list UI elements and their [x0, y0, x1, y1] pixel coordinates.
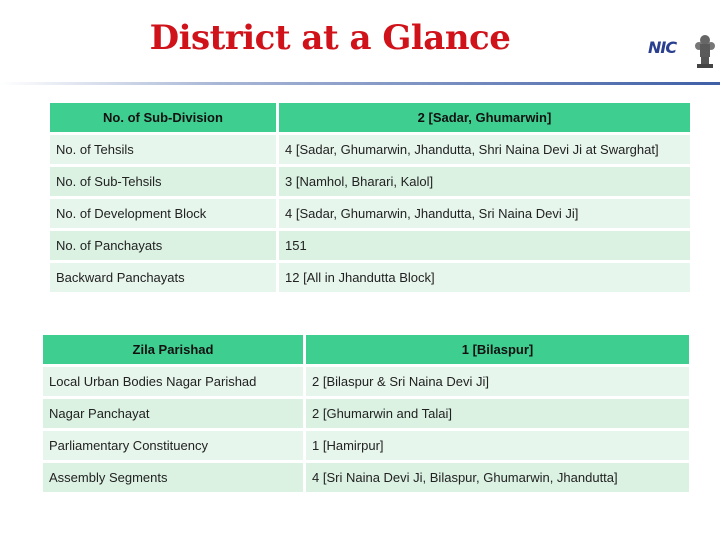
table-header-row [43, 335, 689, 364]
row-label: Nagar Panchayat [43, 399, 303, 428]
row-value: 3 [Namhol, Bharari, Kalol] [279, 167, 690, 196]
row-value: 2 [Ghumarwin and Talai] [306, 399, 689, 428]
header-value: 1 [Bilaspur] [306, 335, 689, 364]
table-row [50, 199, 690, 228]
row-value: 4 [Sri Naina Devi Ji, Bilaspur, Ghumarwin, Jhandutta] [306, 463, 689, 492]
header-label: Zila Parishad [43, 335, 303, 364]
table-row [50, 263, 690, 292]
header-divider [0, 82, 720, 85]
row-value: 4 [Sadar, Ghumarwin, Jhandutta, Sri Naina Devi Ji] [279, 199, 690, 228]
row-value: 151 [279, 231, 690, 260]
page-title: District at a Glance [149, 18, 511, 58]
row-label: No. of Sub-Tehsils [50, 167, 276, 196]
row-label: Local Urban Bodies Nagar Parishad [43, 367, 303, 396]
table-row [43, 399, 689, 428]
row-value: 2 [Bilaspur & Sri Naina Devi Ji] [306, 367, 689, 396]
table-row [43, 431, 689, 460]
governance-table [40, 332, 692, 495]
row-label: No. of Tehsils [50, 135, 276, 164]
row-value: 4 [Sadar, Ghumarwin, Jhandutta, Shri Naina Devi Ji at Swarghat] [279, 135, 690, 164]
row-label: Assembly Segments [43, 463, 303, 492]
header-value: 2 [Sadar, Ghumarwin] [279, 103, 690, 132]
row-label: No. of Development Block [50, 199, 276, 228]
header-label: No. of Sub-Division [50, 103, 276, 132]
table-row [50, 135, 690, 164]
table-row [43, 463, 689, 492]
row-value: 12 [All in Jhandutta Block] [279, 263, 690, 292]
table-row [50, 167, 690, 196]
table-row [50, 231, 690, 260]
nic-logo [648, 28, 718, 76]
row-value: 1 [Hamirpur] [306, 431, 689, 460]
admin-summary-table [47, 100, 693, 295]
emblem-icon [694, 30, 716, 70]
table-header-row [50, 103, 690, 132]
table-row [43, 367, 689, 396]
row-label: Parliamentary Constituency [43, 431, 303, 460]
row-label: Backward Panchayats [50, 263, 276, 292]
row-label: No. of Panchayats [50, 231, 276, 260]
nic-logo-text: NIC [648, 38, 677, 57]
